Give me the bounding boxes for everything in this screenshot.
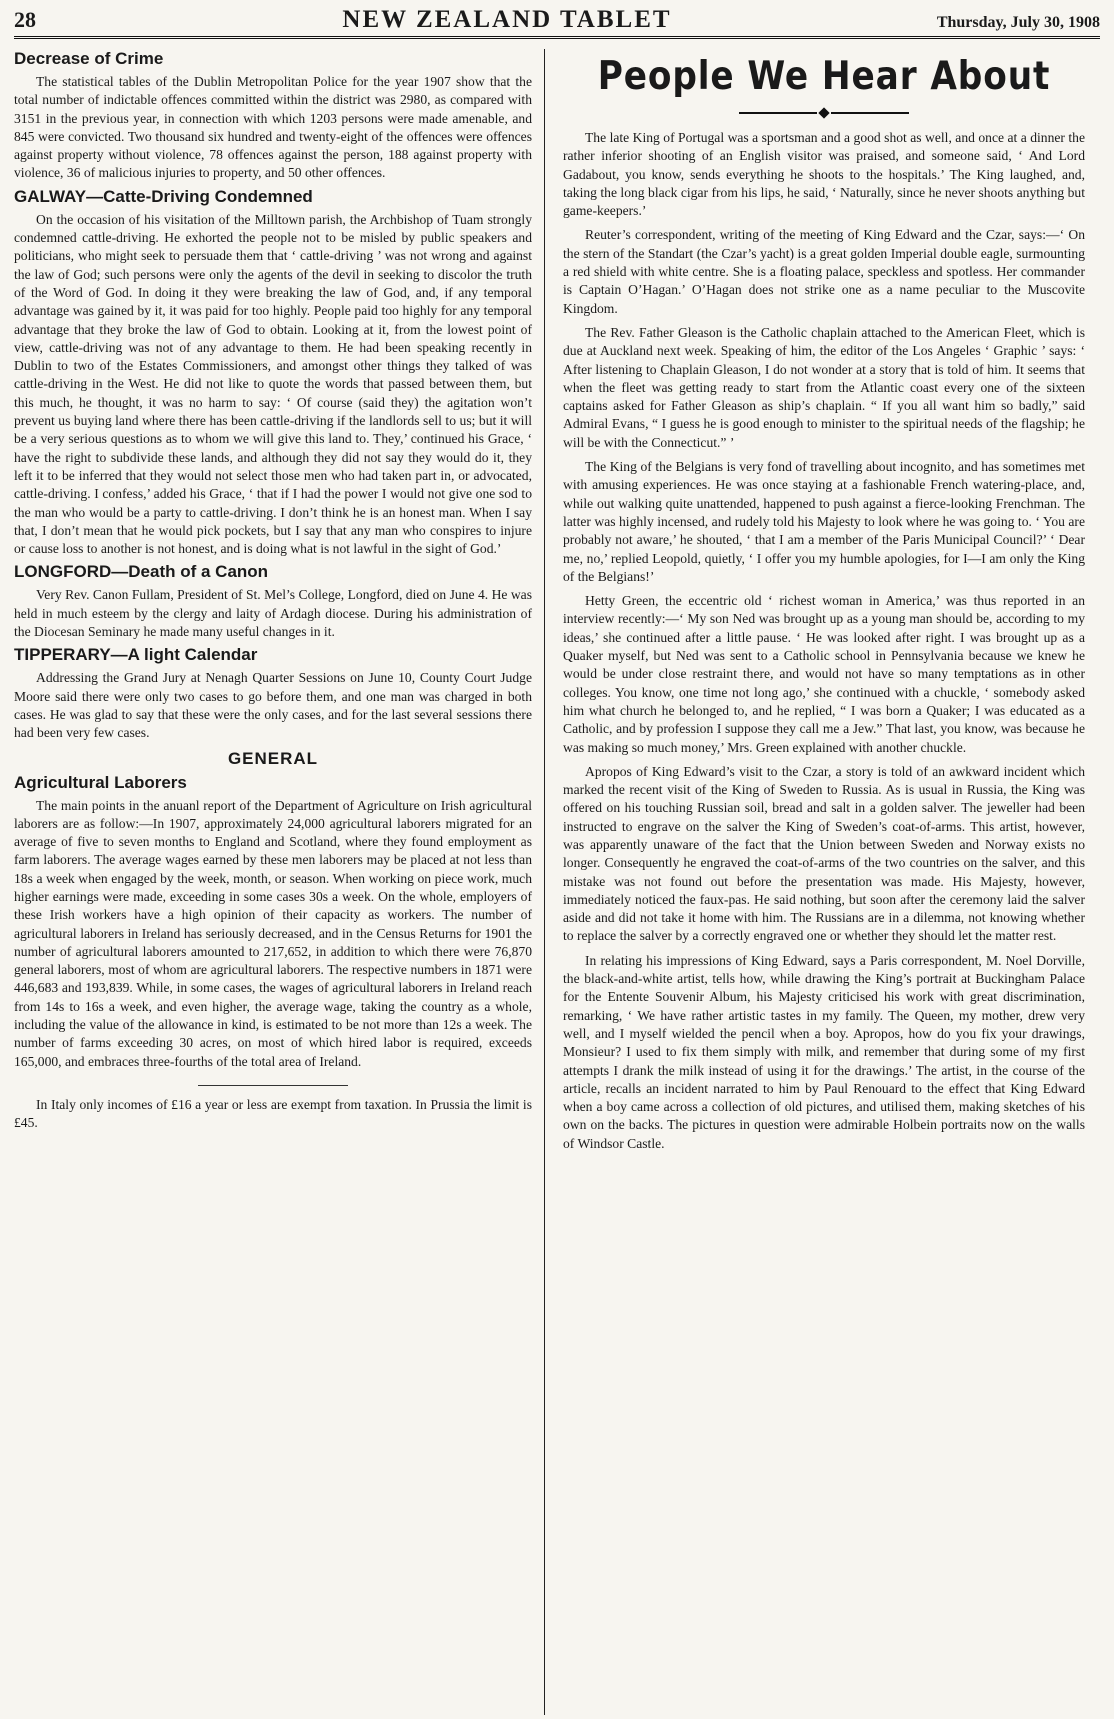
article-tipperary: Addressing the Grand Jury at Nenagh Quarter Sessions on June 10, County Court Judge Moore said there were only two cases to go before them, and one man was charged in both cases. He was glad to say that these were the only cases, and for the last several sessions there had been very few cases.	[14, 670, 532, 741]
publication-title: NEW ZEALAND TABLET	[342, 6, 672, 33]
item-father-gleason: The Rev. Father Gleason is the Catholic chaplain attached to the American Fleet, which is due at Auckland next week. Speaking of him, the editor of the Los Angeles ‘ Graphic ’ says: ‘ After listening to Chaplain Gleason, I do not wonder at a story that is told of him. It seems that when the fleet was getting ready to start from the Atlantic coast every one of the sixteen captains asked for Father Gleason as ship’s chaplain. “ If you all want him so badly,” said Admiral Evans, “ I guess he is good enough to minister to the spiritual needs of the flagship; he will be with the Connecticut.” ’	[563, 324, 1085, 450]
heading-longford: LONGFORD—Death of a Canon	[14, 562, 269, 582]
heading-galway: GALWAY—Catte-Driving Condemned	[14, 186, 313, 206]
ornament-line-left	[739, 112, 817, 114]
article-italy-incomes: In Italy only incomes of £16 a year or less are exempt from taxation. In Prussia the limit is £45.	[14, 1096, 532, 1131]
article-galway: On the occasion of his visitation of the Milltown parish, the Archbishop of Tuam strongly condemned cattle-driving. He exhorted the people not to be misled by public speakers and politicians, who might seek to persuade them that ‘ cattle-driving ’ was not wrong and against the law of God; such persons were only the agents of the devil in seeking to discolor the truth of the Word of God. In doing it they were breaking the law of God, and, if any temporal advantage was gained by it, it was paid for too highly. People paid too highly for any temporal advantage that they broke the law of God to obtain. Looking at it, from the lowest point of view, cattle-driving was not of any advantage to them. He had been speaking recently in Dublin to two of the Estates Commissioners, and amongst other things they talked of was cattle-driving in the West. He did not like to quote the words that passed between them, but this much, he thought, it was no harm to say: ‘ Of course (said they) the agitation won’t prevent us buying land where there has been cattle-driving if the landlords sell to us; but it will be a very serious questions as to whom we will give this land to. They,’ continued his Grace, ‘ have the right to subdivide these lands, and although they did not say they would do it, they left it to be inferred that they would not select those men who had taken part in, or advocated, cattle-driving. I confess,’ added his Grace, ‘ that if I had the power I would not give one sod to the man who would be a party to cattle-driving. I don’t think he is an honest man. When I say that, I don’t mean that he would pick pockets, but I say that any man who conspires to injure or cause loss to another is not honest, and is doing what is not lawful in the sight of God.’	[14, 211, 532, 557]
right-column	[555, 49, 1085, 1715]
ornament-line-right	[831, 112, 909, 114]
heading-agricultural-laborers: Agricultural Laborers	[14, 772, 187, 792]
article-agricultural-laborers: The main points in the anuanl report of the Department of Agriculture on Irish agricultural laborers are as follow:—In 1907, approximately 24,000 agricultural laborers migrated for an average of five to seven months to England and Scotland, where they found employment as farm laborers. The average wages earned by these men laborers may be placed at not less than 18s a week when engaged by the week, month, or season. When working on piece work, much higher earnings were made, exceeding in some cases 30s a week. On the whole, employers of these Irish workers have a high opinion of their capacity as workers. The number of agricultural laborers in Ireland has seriously decreased, and in the Census Returns for 1901 the number of agricultural laborers amounted to 217,652, in addition to which there were 76,870 general laborers, most of whom are agricultural laborers. The respective numbers in 1871 were 446,683 and 193,839. While, in some cases, the wages of agricultural laborers in Ireland reach from 14s to 16s a week, and even higher, the average wage, taking the country as a whole, including the value of the allowance in kind, is estimated to be not more than 12s a week. The number of farms exceeding 30 acres, on most of which hired labor is required, exceeds 165,000, and embraces three-fourths of the total area of Ireland.	[14, 797, 532, 1069]
heading-decrease-of-crime: Decrease of Crime	[14, 49, 164, 68]
heading-tipperary: TIPPERARY—A light Calendar	[14, 645, 258, 665]
item-king-of-belgians: The King of the Belgians is very fond of travelling about incognito, and has sometimes met with amusing experiences. He was once staying at a fashionable French watering-place, and, while out walking quite unattended, happened to push against a fierce-looking Frenchman. The latter was highly incensed, and rudely told his Majesty to look where he was going to. ‘ You are probably not aware,’ he shouted, ‘ that I am a member of the Paris Municipal Council?’ ‘ Dear me, no,’ replied Leopold, quietly, ‘ I offer you my humble apologies, for I—I am only the King of the Belgians!’	[563, 459, 1085, 584]
columns	[14, 49, 1100, 1715]
left-column	[14, 49, 544, 1715]
heading-general: GENERAL	[227, 748, 319, 768]
section-title: People We Hear About	[597, 54, 1051, 99]
column-rule	[544, 49, 545, 1715]
title-ornament	[563, 103, 1085, 123]
separator-rule	[198, 1085, 348, 1086]
page-number: 28	[14, 7, 36, 32]
article-decrease-of-crime: The statistical tables of the Dublin Metropolitan Police for the year 1907 show that the total number of indictable offences committed within the district was 2980, as compared with 3151 in the previous year, in connection with which 1203 persons were made amenable, and 845 were convicted. Two thousand six hundred and twenty-eight of the offences were offences against property without violence, 78 offences against the person, 188 against property with violence, 36 of malicious injuries to property, and 50 other offences.	[14, 74, 532, 181]
article-longford: Very Rev. Canon Fullam, President of St. Mel’s College, Longford, died on June 4. He was held in much esteem by the clergy and laity of Ardagh diocese. During his administration of the Diocesan Seminary he made many useful changes in it.	[14, 587, 532, 640]
item-king-of-portugal: The late King of Portugal was a sportsman and a good shot as well, and once at a dinner the rather inferior shooting of an English visitor was praised, and someone said, ‘ And Lord Gadabout, you know, sends everything he shoots to the hospitals.’ The King laughed, and, taking the long black cigar from his lips, he said, ‘ Naturally, since he never shoots anything but game-keepers.’	[563, 130, 1085, 219]
masthead	[14, 6, 1100, 39]
diamond-icon	[818, 107, 829, 118]
item-king-of-sweden: Apropos of King Edward’s visit to the Czar, a story is told of an awkward incident which marked the recent visit of the King of Sweden to Russia. As is usual in Russia, the King was offered on his touching Russian soil, bread and salt in a golden salver. The jeweller had been instructed to engrave on the salver the King of Sweden’s coat-of-arms. This artist, however, was apparently unaware of the fact that the Union between Sweden and Norway exists no longer. Consequently he engraved the coat-of-arms of the two countries on the salver, and this mistake was not found out before the presentation was made. His Majesty, however, immediately noticed the faux-pas. He said nothing, but soon after the ceremony laid the salver aside and did not take it home with him. The Russians are in a dilemma, not knowing whether to replace the salver by a correctly engraved one or whether they should let the matter rest.	[563, 763, 1085, 944]
issue-date: Thursday, July 30, 1908	[936, 14, 1100, 31]
item-king-edward-czar: Reuter’s correspondent, writing of the meeting of King Edward and the Czar, says:—‘ On the stern of the Standart (the Czar’s yacht) is a great golden Imperial double eagle, surmounting a red shield with white centre. She is a floating palace, speckless and spotless. Her commander is Captain O’Hagan.’ O’Hagan does not strike one as a name peculiar to the Muscovite Kingdom.	[563, 227, 1085, 316]
item-noel-dorville: In relating his impressions of King Edward, says a Paris correspondent, M. Noel Dorville, the black-and-white artist, tells how, while drawing the King’s portrait at Buckingham Palace for the Entente Souvenir Album, his Majesty criticised his work with great discrimination, remarking, ‘ We have rather artistic tastes in my family. The Queen, my mother, drew very well, and I myself wielded the pencil when a boy. Apropos, how do you fix your drawings, Monsieur? I used to fix them simply with milk, and remember that during some of my first attempts I drank the milk instead of using it for the drawings.’ The artist, in the course of the article, recalls an incident narrated to him by Paul Renouard to the effect that King Edward when a boy came across a collection of old pictures, and utilised them, making sketches of his own on the backs. The pictures in question were admirable Holbein portraits now on the walls of Windsor Castle.	[563, 952, 1085, 1151]
item-hetty-green: Hetty Green, the eccentric old ‘ richest woman in America,’ was thus reported in an interview recently:—‘ My son Ned was brought up as a young man should be, according to my ideas,’ she continued after a little pause. ‘ He was looked after right. I was brought up as a Quaker myself, but Ned was sent to a Catholic school in Pennsylvania because we knew he would be under close restraint there, and would not have so many temptations as in other colleges. You know, one time not long ago,’ she continued with a chuckle, ‘ somebody asked him what church he belonged to, and he replied, “ I was born a Quaker; I was educated as a Catholic, and by profession I suppose they call me a Jew.” That last, you know, was because he was making so much money,’ Mrs. Green explained with another chuckle.	[563, 593, 1085, 755]
